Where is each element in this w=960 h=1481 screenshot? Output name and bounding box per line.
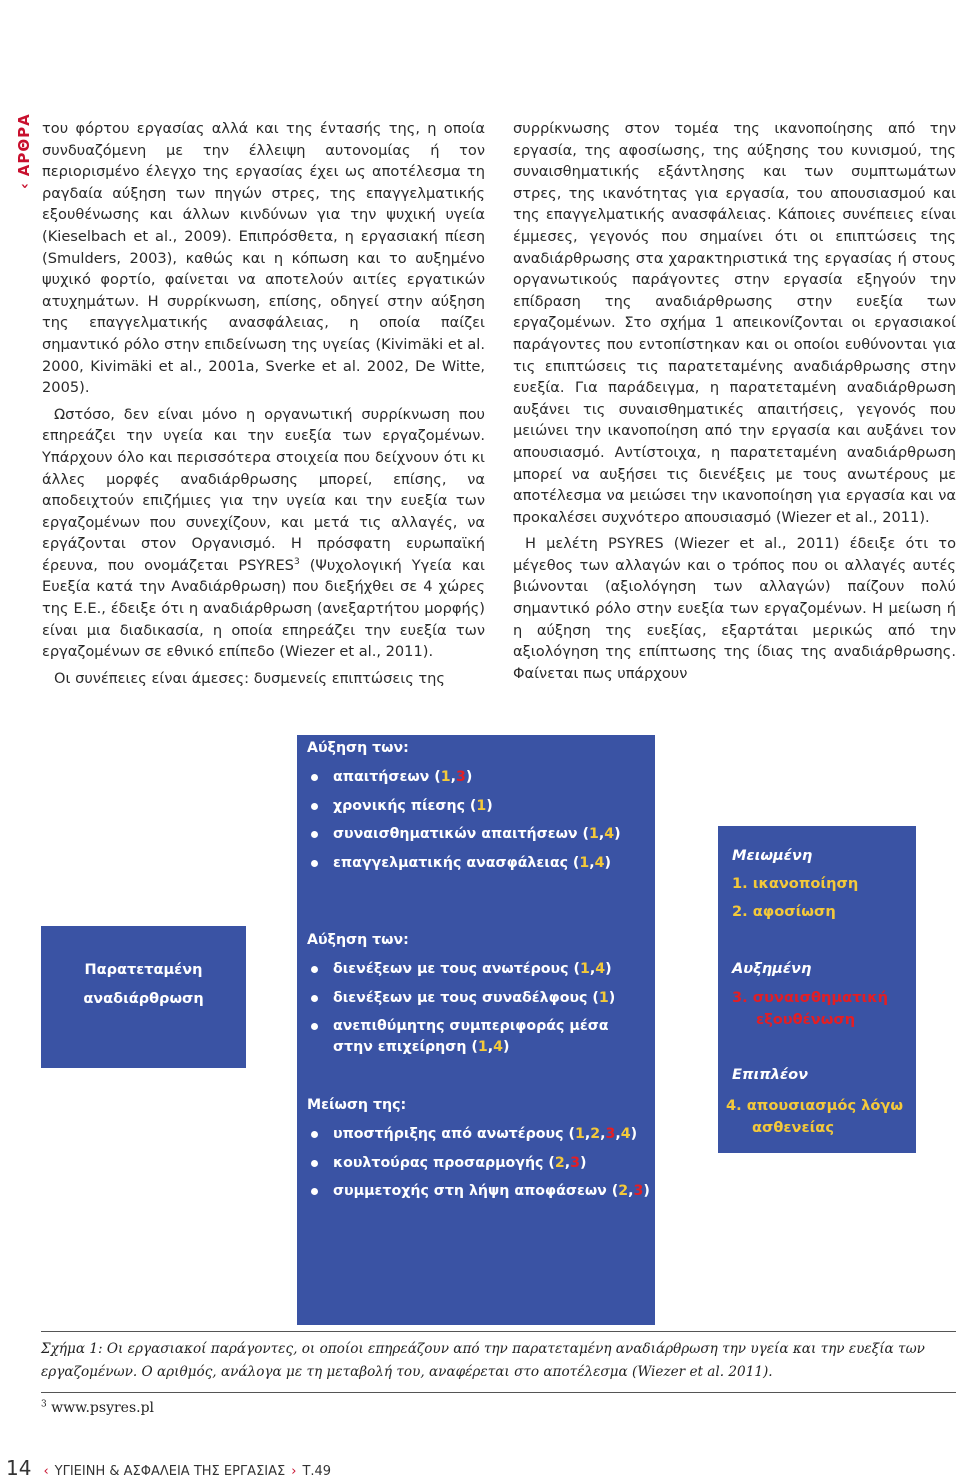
g2-item-3: ανεπιθύμητης συμπεριφοράς μέσα στην επιχείρηση (1,4)	[311, 1016, 651, 1058]
left-paragraph-1: του φόρτου εργασίας αλλά και της έντασής της, η οποία συνδυαζόμενη με την έλλειψη αυτονομίας ή τον περιορισμένο έλεγχο της εργασίας έχει ως αποτέλεσμα τη ραγδαία αύξηση των πηγών στρες, της επαγγελματικής εξουθένωσης και άλλων κινδύνων για την ψυχική υγεία (Kieselbach et al., 2009). Επιπρόσθετα, η εργασιακή πίεση (Smulders, 2003), καθώς και η κόπωση και το αυξημένο ψυχικό φορτίο, φαίνεται να αποτελούν αιτίες εργατικών ατυχημάτων. Η συρρίκνωση, επίσης, οδηγεί στην αύξηση της επαγγελματικής ανασφάλειας, η οποία παίζει σημαντικό ρόλο στην επιδείνωση της υγείας (Kivimäki et al. 2000, Kivimäki et al., 2001a, Sverke et al. 2002, De Witte, 2005).	[42, 120, 485, 397]
right-paragraph-2: Η μελέτη PSYRES (Wiezer et al., 2011) έδειξε ότι το μέγεθος των αλλαγών και ο τρόπος που οι αλλαγές αυτές βιώνονται (αξιολόγηση των αλλαγών) παίζουν πολύ σημαντικό ρόλο στην ευεξία των εργαζομένων. Η μείωση ή η αύξηση της ευεξίας, εξαρτάται μερικώς από την αξιολόγηση της επίπτωσης της ίδιας της αναδιάρθρωσης. Φαίνεται πως υπάρχουν	[513, 535, 956, 682]
left-paragraph-2: Ωστόσο, δεν είναι μόνο η οργανωτική συρρίκνωση που επηρεάζει την υγεία και την ευεξία των εργαζομένων. Υπάρχουν όλο και περισσότερα στοιχεία που δείχνουν ότι κι άλλες μορφές αναδιάρθρωσης μπορεί, επίσης, να αποδειχτούν επιζήμιες για την υγεία και την ευεξία των εργαζομένων που συνεχίζουν, και μετά τις αλλαγές, να εργάζονται στον Οργανισμό. Η πρόσφατη ευρωπαϊκή έρευνα, που ονομάζεται PSYRES$^3$ (Ψυχολογική Υγεία και Ευεξία κατά την Αναδιάρθρωση) που διεξήχθει σε 4 χώρες της Ε.Ε., έδειξε ότι η αναδιάρθρωση (ανεξαρτήτου μορφής) είναι μια διαδικασία, η οποία επηρεάζει την ευεξία των εργαζομένων σε εθνικό επίπεδο (Wiezer et al., 2011).	[42, 405, 485, 661]
outcome-4: 4. απουσιασμός λόγω ασθενείας	[726, 1097, 904, 1136]
journal-name: ΥΓΙΕΙΝΗ & ΑΣΦΑΛΕΙΑ ΤΗΣ ΕΡΓΑΣΙΑΣ	[54, 1464, 286, 1479]
figure-box-outcomes	[718, 826, 916, 1153]
bullet-icon	[311, 831, 318, 838]
bullet-icon	[311, 1131, 318, 1138]
group-3-title: Μείωση της:	[307, 1097, 407, 1113]
group-2-title: Αύξηση των:	[307, 932, 409, 948]
bullet-icon	[311, 860, 318, 867]
g2-item-2: διενέξεων με τους συναδέλφους (1)	[311, 988, 651, 1009]
bullet-icon	[311, 1188, 318, 1195]
left-box-line-2: αναδιάρθρωση	[83, 991, 204, 1007]
right-paragraph-1: συρρίκνωσης στον τομέα της ικανοποίησης από την εργασία, της αφοσίωσης, της αύξησης του κυνισμού, της συναισθηματικής εξάντλησης και των συμπτωμάτων στρες, της ικανότητας για εργασία, του απουσιασμού και της επαγγελματικής ανασφάλειας. Κάποιες συνέπειες είναι έμμεσες, γεγονός που σημαίνει ότι οι επιπτώσεις της αναδιάρθρωσης στα χαρακτηριστικά της εργασίας ή στους οργανωτικούς παράγοντες στην εργασία εξηγούν την επίδραση της αναδιάρθρωσης στην ευεξία των εργαζομένων. Στο σχήμα 1 απεικονίζονται οι εργασιακοί παράγοντες που εντοπίστηκαν και οι οποίοι ευθύνονται για τις επιπτώσεις τις παρατεταμένης αναδιάρθρωσης στην ευεξία. Για παράδειγμα, η παρατεταμένη αναδιάρθρωση αυξάνει τις συναισθηματικές απαιτήσεις, γεγονός που μειώνει την ικανοποίηση από την εργασία και αυξάνει τον απουσιασμό. Αντίστοιχα, η παρατεταμένη αναδιάρθρωση μπορεί να αυξήσει τις διενέξεις με τους ανωτέρους με αποτέλεσμα να μειώσει την ικανοποίηση για εργασία και να προκαλέσει συχνότερο απουσιασμό (Wiezer et al., 2011).	[513, 120, 956, 526]
footnote: $^3$ www.psyres.pl	[41, 1399, 155, 1416]
g3-item-1: υποστήριξης από ανωτέρους (1,2,3,4)	[311, 1124, 651, 1145]
figure-box-prolonged-restructuring	[41, 926, 246, 1068]
page-number: 14	[6, 1456, 32, 1480]
bullet-icon	[311, 803, 318, 810]
issue-number: Τ.49	[302, 1464, 332, 1479]
footnote-divider	[41, 1392, 956, 1393]
bullet-icon	[311, 966, 318, 973]
chevron-right-icon: ›	[291, 1464, 297, 1479]
page-footer	[6, 1456, 331, 1480]
outcome-2: 2. αφοσίωση	[732, 903, 836, 920]
outcome-3: 3. συναισθηματική εξουθένωση	[732, 989, 888, 1028]
figure-box-work-factors	[297, 735, 655, 1325]
caption-divider	[41, 1331, 956, 1332]
right-column	[513, 118, 956, 689]
g3-item-3: συμμετοχής στη λήψη αποφάσεων (2,3)	[311, 1181, 651, 1202]
outcome-heading-increased: Αυξημένη	[732, 960, 812, 977]
g1-item-1: απαιτήσεων (1,3)	[311, 767, 651, 788]
bullet-icon	[311, 1023, 318, 1030]
bullet-icon	[311, 774, 318, 781]
left-box-line-1: Παρατεταμένη	[84, 962, 203, 978]
left-paragraph-3: Οι συνέπειες είναι άμεσες: δυσμενείς επιπτώσεις της	[54, 669, 445, 687]
outcome-heading-decreased: Μειωμένη	[732, 847, 813, 864]
section-label: ‹ΑΡΘΡΑ	[15, 113, 33, 189]
figure-caption: Σχήμα 1: Οι εργασιακοί παράγοντες, οι οποίοι επηρεάζουν από την παρατεταμένη αναδιάρθρωση την υγεία και την ευεξία των εργαζομένων. Ο αριθμός, ανάλογα με τη μεταβολή του, αναφέρεται στο αποτέλεσμα (Wiezer et al. 2011).	[41, 1341, 925, 1380]
g1-item-4: επαγγελματικής ανασφάλειας (1,4)	[311, 853, 651, 874]
bullet-icon	[311, 995, 318, 1002]
group-1-title: Αύξηση των:	[307, 740, 409, 756]
g1-item-3: συναισθηματικών απαιτήσεων (1,4)	[311, 824, 651, 845]
g2-item-1: διενέξεων με τους ανωτέρους (1,4)	[311, 959, 651, 980]
g3-item-2: κουλτούρας προσαρμογής (2,3)	[311, 1153, 651, 1174]
chevron-left-icon: ‹	[17, 182, 33, 189]
bullet-icon	[311, 1160, 318, 1167]
left-column	[42, 118, 485, 694]
outcome-1: 1. ικανοποίηση	[732, 875, 859, 892]
g1-item-2: χρονικής πίεσης (1)	[311, 796, 651, 817]
outcome-heading-additionally: Επιπλέον	[732, 1066, 809, 1083]
chevron-left-icon: ‹	[43, 1464, 49, 1479]
